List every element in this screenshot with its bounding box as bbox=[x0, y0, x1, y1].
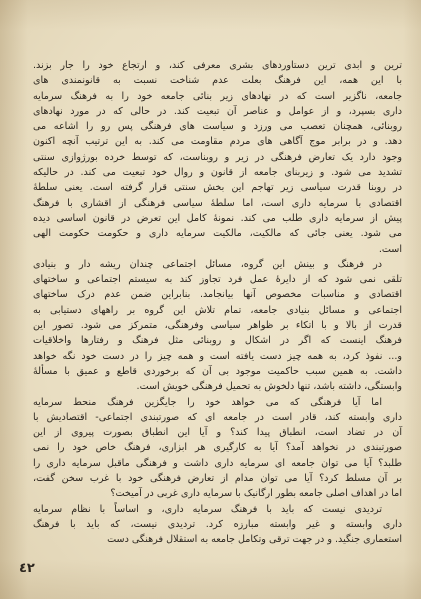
text-line: آن در تضاد است، انطباق پیدا کند؟ و آیا این انطباق بصورت پیروی از این bbox=[33, 427, 402, 439]
text-line: فرهنگ اینست که اگر در اشکال و روبنائی مثل فرهنگ و رفتارها واخلاقیات bbox=[33, 335, 402, 347]
text-line: تشدید می شود. و زیربنای جامعه از قانون و روال خود تبعیت می کند. در حالیکه bbox=[33, 167, 402, 179]
text-line: ترین و ابدی ترین دستاوردهای بشری معرفی کند، و ارتجاع خود را جار بزند. bbox=[33, 60, 402, 71]
text-line: طلبد؟ آیا می توان جامعه ای سرمایه داری داشت و فرهنگی ماقبل سرمایه داری را bbox=[33, 457, 402, 469]
text-line: داری وابسته و غیر وابسته مبارزه کرد. تردیدی نیست، که باید با فرهنگ bbox=[33, 518, 402, 530]
text-line: در فرهنگ و بینش این گروه، مسائل اجتماعی چندان ریشه دار و بنیادی bbox=[33, 258, 382, 270]
text-line: دهد. و در برابر موج آگاهی های مردم مقاومت می کند. به این ترتیب آنچه اکنون bbox=[33, 136, 402, 148]
text-line: و... نفوذ کرد، به همه چیز دست یافته است و همه چیز را در دست خود نگه خواهد bbox=[33, 350, 402, 362]
paragraph bbox=[33, 502, 402, 548]
text-line: می شود. یعنی جائی که مالکیت، مالکیت سرمایه داری و حکومت حکومت الهی bbox=[33, 228, 402, 240]
text-line: با این همه، این فرهنگ بعلت عدم شناخت نسبت به قانونمندی های bbox=[33, 75, 402, 87]
text-line: اما در اهداف اصلی جامعه بطور ارگانیک با سرمایه داری غربی در آمیخت؟ bbox=[110, 488, 402, 500]
text-line: تردیدی نیست که باید با فرهنگ سرمایه داری، و اساساً با نظام سرمایه bbox=[33, 503, 382, 515]
text-line: است. bbox=[378, 243, 402, 255]
text-line: پیش از سرمایه داری طلب می کند. نمونهٔ کامل این تعرض در قانون اساسی دیده bbox=[33, 212, 402, 224]
paragraph bbox=[33, 395, 402, 502]
text-line: تلقی نمی شود که از دایرهٔ عمل فرد تجاوز کند به سیستم اجتماعی و ساختهای bbox=[33, 274, 402, 286]
text-line: جامعه، ناگزیر است که در نهادهای زیر بنائی جامعه خود را به فرهنگ سرمایه bbox=[33, 90, 402, 102]
paragraph bbox=[33, 257, 402, 395]
text-line: اقتصادی با سرمایه داری است، اما سلطهٔ سیاسی فرهنگی از اقشاری با فرهنگ bbox=[33, 197, 402, 209]
text-line: وابستگی، داشته باشد، تنها دلخوش به تحمیل فرهنگی خویش است. bbox=[136, 381, 402, 393]
paragraph bbox=[33, 58, 402, 257]
text-line: استعماری جنگید. و در جهت ترقی وتکامل جامعه به استقلال فرهنگی دست bbox=[107, 534, 402, 546]
text-line: اقتصادی و مناسبات مخصوص آنها بیانجامد. بنابراین ضمن عدم درک ساختهای bbox=[33, 289, 402, 301]
text-line: داری بسپرد، و از عوامل و عناصر آن تبعیت کند. در حالی که در مورد نهادهای bbox=[33, 105, 402, 117]
page-number: ٤٢ bbox=[19, 561, 35, 576]
text-line: صورتبندی در نخواهد آمد؟ آیا به کارگیری هر ابزاری، فرهنگ خاص خود را نمی bbox=[33, 442, 402, 454]
text-line: داشت. به همین سبب حاکمیت موجود بی آن که برخوردی قاطع و عمیق با مسألهٔ bbox=[33, 365, 402, 377]
text-line: در روبنا قدرت سیاسی زیر تهاجم این بخش سنتی قرار گرفته است. یعنی سلطهٔ bbox=[33, 182, 402, 194]
text-line: بر آن مسلط کرد؟ آیا می توان مدام از تعارض فرهنگی خود با غرب سخن گفت، bbox=[33, 473, 402, 485]
body-text bbox=[33, 58, 402, 548]
text-line: اما آیا فرهنگی که می خواهد خود را جایگزین فرهنگ منحط سرمایه bbox=[33, 396, 382, 408]
text-line: قدرت از بالا و با اتکاء بر ظواهر سیاسی وفرهنگی، متمرکز می شود. تصور این bbox=[33, 320, 402, 332]
text-line: اجتماعی و مسائل بنیادی جامعه، تمام تلاش این گروه بر راههای دستیابی به bbox=[33, 304, 402, 316]
text-line: وجود دارد یک تعارض فرهنگی در زیر و روبناست، که توسط خرده بورژوازی سنتی bbox=[33, 151, 402, 163]
text-line: داری وابسته کند، قادر است در جامعه ای که صورتبندی اجتماعی- اقتصادیش با bbox=[33, 411, 402, 423]
text-line: روبنائی، همچنان تعصب می ورزد و سیاست های فرهنگی پس رو را اشاعه می bbox=[33, 121, 402, 133]
